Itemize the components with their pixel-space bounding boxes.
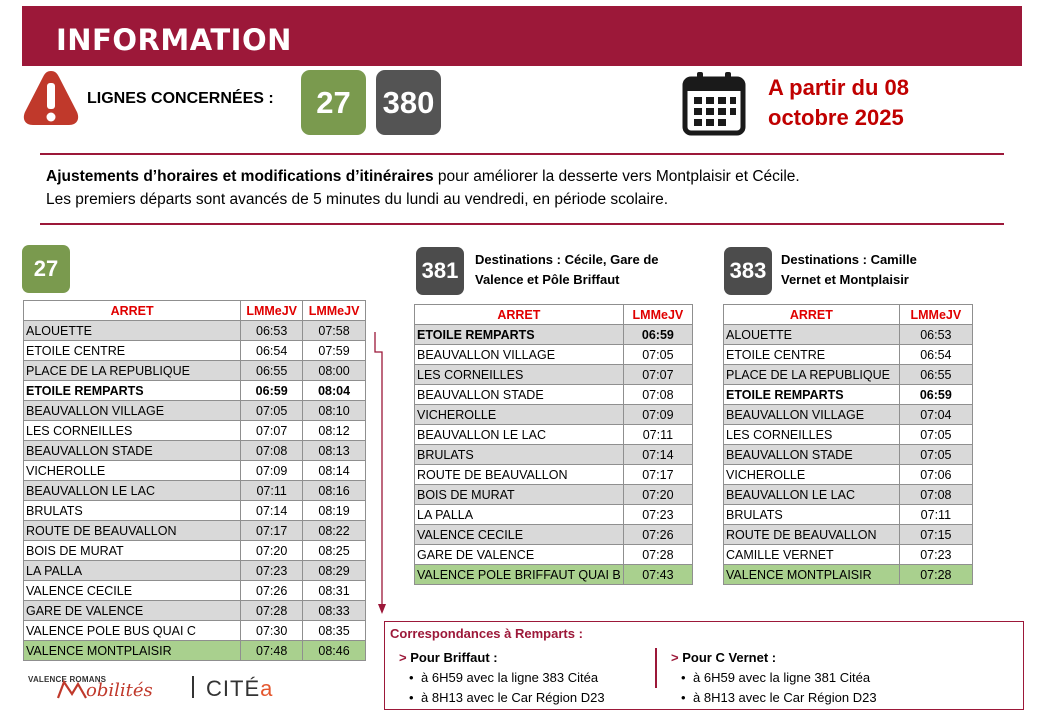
col-header-arret: ARRET <box>724 305 900 325</box>
stop-name-cell: ALOUETTE <box>724 325 900 345</box>
table-row <box>415 505 693 525</box>
time-cell: 08:33 <box>303 601 366 621</box>
table-row <box>24 401 366 421</box>
time-cell: 07:43 <box>623 565 692 585</box>
col-header-day-1: LMMeJV <box>241 301 303 321</box>
table-row <box>724 485 973 505</box>
time-cell: 07:48 <box>241 641 303 661</box>
route-381-dest-line-1: Destinations : Cécile, Gare de <box>475 252 659 267</box>
list-item <box>399 688 605 708</box>
route-381-timetable <box>414 304 693 585</box>
time-cell: 08:46 <box>303 641 366 661</box>
stop-name-cell: ROUTE DE BEAUVALLON <box>415 465 624 485</box>
time-cell: 08:19 <box>303 501 366 521</box>
correspondance-divider <box>655 648 657 688</box>
time-cell: 08:14 <box>303 461 366 481</box>
table-row <box>24 441 366 461</box>
logo-vrm-script: obilités <box>86 680 153 701</box>
time-cell: 07:05 <box>899 425 972 445</box>
time-cell: 08:12 <box>303 421 366 441</box>
time-cell: 07:07 <box>623 365 692 385</box>
stop-name-cell: PLACE DE LA REPUBLIQUE <box>724 365 900 385</box>
logo-vrm-top: VALENCE ROMANS <box>28 675 107 684</box>
stop-name-cell: BEAUVALLON VILLAGE <box>415 345 624 365</box>
list-item <box>671 668 877 688</box>
time-cell: 07:09 <box>623 405 692 425</box>
table-row <box>724 505 973 525</box>
table-row <box>24 361 366 381</box>
route-27-badge: 27 <box>22 245 70 293</box>
correspondance-briffaut-item-1: à 6H59 avec la ligne 383 Citéa <box>421 670 599 685</box>
table-row <box>724 545 973 565</box>
stop-name-cell: GARE DE VALENCE <box>415 545 624 565</box>
time-cell: 07:20 <box>623 485 692 505</box>
time-cell: 07:23 <box>241 561 303 581</box>
divider-bottom <box>40 223 1004 225</box>
correspondance-briffaut-head <box>399 648 605 668</box>
time-cell: 07:11 <box>241 481 303 501</box>
table-row <box>415 325 693 345</box>
table-row <box>24 641 366 661</box>
correspondance-vernet-label: Pour C Vernet : <box>682 650 777 665</box>
time-cell: 08:00 <box>303 361 366 381</box>
table-row <box>724 525 973 545</box>
correspondance-briffaut-item-2: à 8H13 avec le Car Région D23 <box>421 690 605 705</box>
time-cell: 06:54 <box>899 345 972 365</box>
col-header-arret: ARRET <box>415 305 624 325</box>
time-cell: 07:59 <box>303 341 366 361</box>
calendar-icon <box>682 70 746 136</box>
banner-title: INFORMATION <box>56 23 292 57</box>
lines-label: LIGNES CONCERNÉES : <box>87 90 274 107</box>
time-cell: 07:58 <box>303 321 366 341</box>
col-header-day-2: LMMeJV <box>303 301 366 321</box>
time-cell: 07:26 <box>241 581 303 601</box>
effective-date <box>768 73 1008 133</box>
stop-name-cell: PLACE DE LA REPUBLIQUE <box>24 361 241 381</box>
route-383-dest-line-2: Vernet et Montplaisir <box>781 272 909 287</box>
table-row <box>724 385 973 405</box>
route-383-destinations <box>781 250 917 290</box>
stop-name-cell: ETOILE CENTRE <box>24 341 241 361</box>
stop-name-cell: BRULATS <box>724 505 900 525</box>
stop-name-cell: LES CORNEILLES <box>24 421 241 441</box>
table-row <box>415 485 693 505</box>
logo-separator <box>192 676 194 698</box>
logo-m-mark-icon <box>56 678 90 700</box>
time-cell: 07:08 <box>241 441 303 461</box>
table-row <box>415 545 693 565</box>
table-row <box>415 405 693 425</box>
time-cell: 07:30 <box>241 621 303 641</box>
time-cell: 07:23 <box>623 505 692 525</box>
route-381-dest-line-2: Valence et Pôle Briffaut <box>475 272 620 287</box>
citea-a: a <box>260 676 274 701</box>
time-cell: 07:14 <box>241 501 303 521</box>
time-cell: 07:04 <box>899 405 972 425</box>
stop-name-cell: LA PALLA <box>415 505 624 525</box>
col-header-day: LMMeJV <box>623 305 692 325</box>
time-cell: 06:59 <box>899 385 972 405</box>
table-row <box>24 541 366 561</box>
time-cell: 08:31 <box>303 581 366 601</box>
time-cell: 08:10 <box>303 401 366 421</box>
time-cell: 08:04 <box>303 381 366 401</box>
stop-name-cell: ETOILE REMPARTS <box>724 385 900 405</box>
time-cell: 08:13 <box>303 441 366 461</box>
stop-name-cell: LA PALLA <box>24 561 241 581</box>
table-row <box>724 465 973 485</box>
chevron-right-icon: > <box>399 650 407 665</box>
correspondance-briffaut <box>399 648 605 708</box>
citea-logo <box>206 676 273 702</box>
date-line-2: octobre 2025 <box>768 105 904 130</box>
table-row <box>24 341 366 361</box>
table-row <box>724 405 973 425</box>
col-header-day: LMMeJV <box>899 305 972 325</box>
stop-name-cell: VICHEROLLE <box>415 405 624 425</box>
citea-text: CITÉ <box>206 676 261 701</box>
stop-name-cell: LES CORNEILLES <box>415 365 624 385</box>
time-cell: 06:53 <box>899 325 972 345</box>
stop-name-cell: VICHEROLLE <box>24 461 241 481</box>
table-row <box>724 365 973 385</box>
route-27-timetable <box>23 300 366 661</box>
stop-name-cell: BEAUVALLON STADE <box>24 441 241 461</box>
time-cell: 08:22 <box>303 521 366 541</box>
time-cell: 07:11 <box>623 425 692 445</box>
table-row <box>24 321 366 341</box>
stop-name-cell: LES CORNEILLES <box>724 425 900 445</box>
time-cell: 07:28 <box>899 565 972 585</box>
table-row <box>415 365 693 385</box>
bullet-icon: • <box>681 670 686 685</box>
correspondance-vernet-item-2: à 8H13 avec le Car Région D23 <box>693 690 877 705</box>
time-cell: 08:35 <box>303 621 366 641</box>
table-row <box>24 601 366 621</box>
time-cell: 07:05 <box>899 445 972 465</box>
stop-name-cell: VALENCE MONTPLAISIR <box>24 641 241 661</box>
time-cell: 07:14 <box>623 445 692 465</box>
time-cell: 08:16 <box>303 481 366 501</box>
table-row <box>415 525 693 545</box>
time-cell: 06:59 <box>623 325 692 345</box>
time-cell: 07:17 <box>623 465 692 485</box>
stop-name-cell: ROUTE DE BEAUVALLON <box>24 521 241 541</box>
time-cell: 07:26 <box>623 525 692 545</box>
time-cell: 07:05 <box>241 401 303 421</box>
stop-name-cell: BOIS DE MURAT <box>24 541 241 561</box>
stop-name-cell: BEAUVALLON LE LAC <box>24 481 241 501</box>
bullet-icon: • <box>681 690 686 705</box>
time-cell: 08:29 <box>303 561 366 581</box>
route-383-badge: 383 <box>724 247 772 295</box>
table-row <box>415 425 693 445</box>
stop-name-cell: ALOUETTE <box>24 321 241 341</box>
line-badge-27: 27 <box>301 70 366 135</box>
stop-name-cell: ETOILE REMPARTS <box>415 325 624 345</box>
divider-top <box>40 153 1004 155</box>
col-header-arret: ARRET <box>24 301 241 321</box>
table-row <box>415 385 693 405</box>
table-row <box>24 581 366 601</box>
table-row <box>24 521 366 541</box>
stop-name-cell: BEAUVALLON LE LAC <box>724 485 900 505</box>
table-row <box>24 621 366 641</box>
connector-arrow <box>368 330 388 615</box>
intro-line-2: Les premiers départs sont avancés de 5 minutes du lundi au vendredi, en période scolaire. <box>46 191 669 208</box>
warning-icon <box>22 68 80 128</box>
time-cell: 06:53 <box>241 321 303 341</box>
time-cell: 07:08 <box>623 385 692 405</box>
time-cell: 06:54 <box>241 341 303 361</box>
list-item <box>671 688 877 708</box>
stop-name-cell: VALENCE CECILE <box>415 525 624 545</box>
bullet-icon: • <box>409 690 414 705</box>
correspondance-vernet-head <box>671 648 877 668</box>
correspondance-vernet-item-1: à 6H59 avec la ligne 381 Citéa <box>693 670 871 685</box>
header-banner <box>22 6 1022 66</box>
correspondance-briffaut-label: Pour Briffaut : <box>410 650 498 665</box>
stop-name-cell: BEAUVALLON VILLAGE <box>724 405 900 425</box>
table-row <box>724 325 973 345</box>
table-row <box>724 565 973 585</box>
stop-name-cell: BOIS DE MURAT <box>415 485 624 505</box>
route-381-badge: 381 <box>416 247 464 295</box>
table-row <box>415 465 693 485</box>
time-cell: 07:08 <box>899 485 972 505</box>
time-cell: 07:09 <box>241 461 303 481</box>
time-cell: 07:15 <box>899 525 972 545</box>
table-row <box>415 445 693 465</box>
correspondances-box <box>384 621 1024 710</box>
stop-name-cell: BEAUVALLON LE LAC <box>415 425 624 445</box>
intro-bold: Ajustements d’horaires et modifications d’itinéraires <box>46 168 434 185</box>
bullet-icon: • <box>409 670 414 685</box>
table-row <box>24 421 366 441</box>
route-383-dest-line-1: Destinations : Camille <box>781 252 917 267</box>
stop-name-cell: VICHEROLLE <box>724 465 900 485</box>
list-item <box>399 668 605 688</box>
correspondance-vernet <box>671 648 877 708</box>
time-cell: 07:06 <box>899 465 972 485</box>
time-cell: 07:11 <box>899 505 972 525</box>
stop-name-cell: VALENCE MONTPLAISIR <box>724 565 900 585</box>
time-cell: 07:23 <box>899 545 972 565</box>
time-cell: 06:55 <box>241 361 303 381</box>
time-cell: 07:17 <box>241 521 303 541</box>
correspondances-title: Correspondances à Remparts : <box>390 626 583 641</box>
stop-name-cell: ROUTE DE BEAUVALLON <box>724 525 900 545</box>
table-row <box>24 461 366 481</box>
valence-romans-mobilites-logo <box>28 672 188 702</box>
intro-rest: pour améliorer la desserte vers Montplaisir et Cécile. <box>433 168 800 185</box>
stop-name-cell: BEAUVALLON STADE <box>724 445 900 465</box>
intro-text <box>46 165 800 211</box>
stop-name-cell: ETOILE REMPARTS <box>24 381 241 401</box>
time-cell: 06:59 <box>241 381 303 401</box>
stop-name-cell: BRULATS <box>24 501 241 521</box>
intro-line-1 <box>46 165 800 188</box>
table-row <box>724 425 973 445</box>
stop-name-cell: BEAUVALLON STADE <box>415 385 624 405</box>
stop-name-cell: VALENCE CECILE <box>24 581 241 601</box>
table-row <box>724 345 973 365</box>
route-381-destinations <box>475 250 659 290</box>
time-cell: 07:05 <box>623 345 692 365</box>
stop-name-cell: ETOILE CENTRE <box>724 345 900 365</box>
date-line-1: A partir du 08 <box>768 75 909 100</box>
time-cell: 08:25 <box>303 541 366 561</box>
table-row <box>24 481 366 501</box>
table-row <box>415 565 693 585</box>
line-badge-380: 380 <box>376 70 441 135</box>
chevron-right-icon: > <box>671 650 679 665</box>
time-cell: 07:20 <box>241 541 303 561</box>
stop-name-cell: GARE DE VALENCE <box>24 601 241 621</box>
time-cell: 06:55 <box>899 365 972 385</box>
stop-name-cell: BEAUVALLON VILLAGE <box>24 401 241 421</box>
route-383-timetable <box>723 304 973 585</box>
table-row <box>415 345 693 365</box>
stop-name-cell: CAMILLE VERNET <box>724 545 900 565</box>
table-row <box>24 381 366 401</box>
time-cell: 07:28 <box>241 601 303 621</box>
stop-name-cell: VALENCE POLE BRIFFAUT QUAI B <box>415 565 624 585</box>
stop-name-cell: VALENCE POLE BUS QUAI C <box>24 621 241 641</box>
table-row <box>24 561 366 581</box>
time-cell: 07:28 <box>623 545 692 565</box>
stop-name-cell: BRULATS <box>415 445 624 465</box>
table-row <box>724 445 973 465</box>
table-row <box>24 501 366 521</box>
time-cell: 07:07 <box>241 421 303 441</box>
